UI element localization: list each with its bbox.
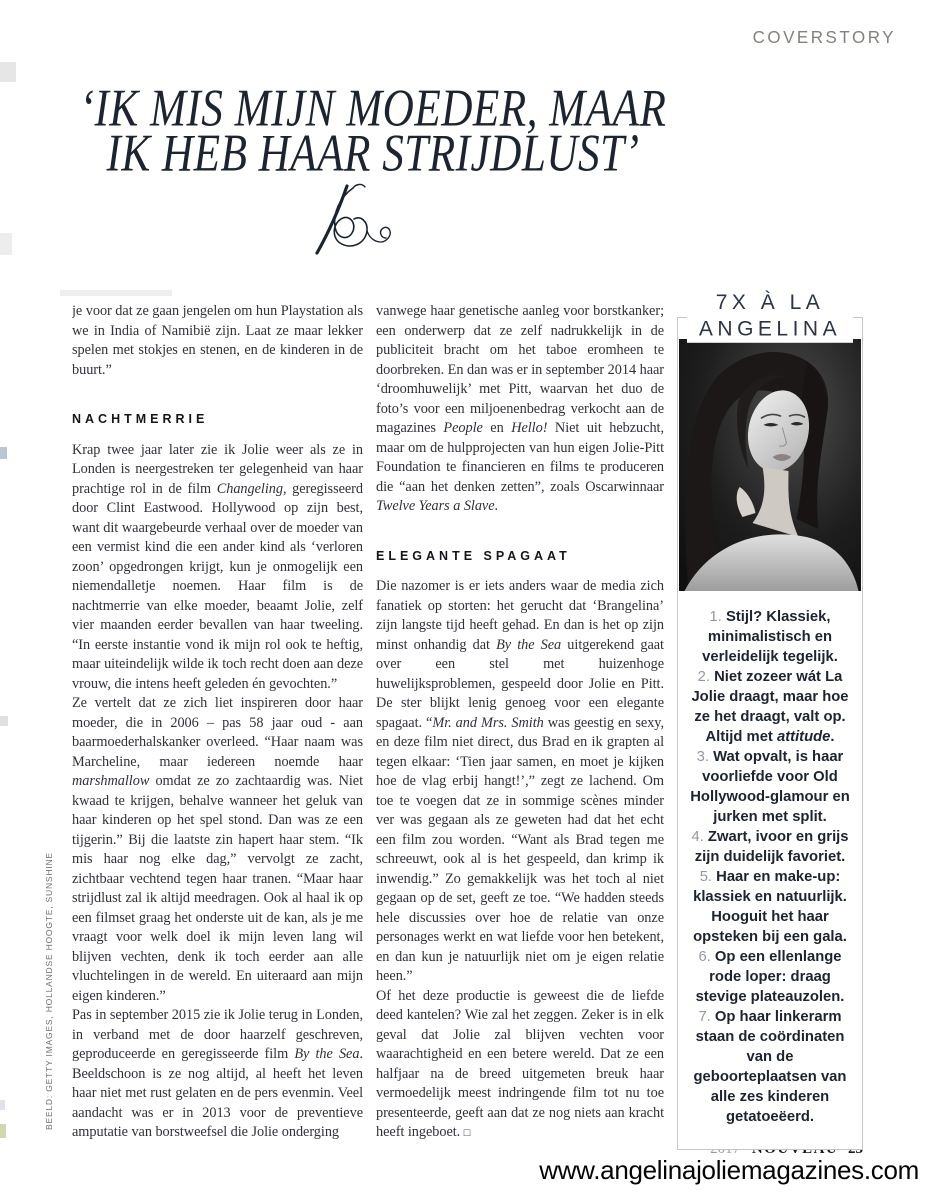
italic-text: By the Sea [496,636,562,653]
list-item-number: 1. [709,609,726,625]
scan-artifact [60,290,172,296]
sidebar-7x-a-la-angelina [677,290,863,1125]
text-run: uitgerekend gaat over een stel met huizenhoge huwelijksproblemen, gespeeld door Jolie en Pitt. De ster blijkt lenig genoeg voor een elegante spagaat. “ [376,636,664,731]
text-run: Pas in september 2015 zie ik Jolie terug in Londen, in verband met de door haarzelf geschreven, geproduceerde en geregisseerde film [72,1007,363,1062]
italic-text: attitude [776,729,831,745]
text-run: Of het deze productie is geweest die de liefde deed kantelen? Wie zal het zeggen. Zeker is in elk geval dat Jolie zal blijven vechten voor waarachtigheid en een betere wereld. Dat ze een halfjaar na de breed uitgemeten breuk haar vermoedelijk meest indringende film tot nu toe presenteerde, geeft aan dat ze nog niets aan kracht heeft ingeboet. [376,987,664,1140]
scan-artifact [0,716,8,726]
headline-line-1: ‘IK MIS MIJN MOEDER, MAAR [79,79,667,138]
text-run: . [830,729,835,745]
sidebar-frame [677,317,863,1150]
text-run: Die nazomer is er iets anders waar de media zich fanatiek op storten: het gerucht dat ‘Brangelina’ zijn langste tijd heeft gehad. En dan is het op zijn minst onhandig dat [376,578,664,653]
kicker-coverstory: COVERSTORY [752,27,896,48]
angelina-portrait-photo [679,339,861,591]
section-heading: ELEGANTE SPAGAAT [376,548,571,563]
sidebar-style-list [678,591,862,1149]
text-run: Stijl? Klassiek, minimalistisch en verleidelijk tegelijk. [702,609,838,665]
section-heading: NACHTMERRIE [72,412,209,426]
text-run: Krap twee jaar later zie ik Jolie weer als ze in Londen is neergestreken ter gelegenheid van haar prachtige rol in de film [72,441,363,497]
sidebar-list-item [684,947,856,1007]
text-run: je voor dat ze gaan jengelen om hun Playstation als we in India of Namibië zijn. Laat ze maar lekker spelen met stokjes en stenen, en de kinderen in de buurt.” [72,303,363,378]
text-run: Wat opvalt, is haar voorliefde voor Old Hollywood-glamour en jurken met split. [690,749,850,825]
italic-text: Mr. and Mrs. Smith [432,714,544,731]
italic-text: People [443,420,483,436]
italic-text: Hello! [511,420,548,436]
italic-text: marshmallow [72,773,150,789]
list-item-number: 5. [699,869,717,885]
scan-artifact [0,233,12,255]
sidebar-list-item [684,867,856,947]
article-column-left [72,300,363,1145]
sidebar-list-item [684,1007,856,1127]
text-run: Niet zozeer wát La Jolie draagt, maar hoe ze het draagt, valt op. Altijd met [691,669,849,745]
text-run: Haar en make-up: klassiek en natuurlijk. Hooguit het haar opsteken bij een gala. [693,869,847,945]
text-run: Op een ellenlange rode loper: draag stevige plateauzolen. [695,949,845,1005]
scan-artifact [0,62,16,82]
list-item-number: 7. [698,1009,715,1025]
end-of-article-mark: □ [463,1127,471,1139]
article-paragraph [376,302,664,517]
list-item-number: 4. [691,829,708,845]
article-paragraph [376,577,664,987]
list-item-number: 3. [696,749,714,765]
text-run: Ze vertelt dat ze zich liet inspireren door haar moeder, die in 2006 – pas 58 jaar oud - aan baarmoederhalskanker overleed. “Haar naam was Marcheline, maar iedereen noemde haar [72,695,363,770]
sidebar-list-item [684,667,856,747]
article-paragraph [72,694,363,1006]
text-run: . Beeldschoon is ze nog altijd, al heeft het leven haar niet met rust gelaten en de pers evenmin. Veel aandacht was er in 2013 voor de preventieve amputatie van borstweefsel die Jolie onderging [72,1046,363,1140]
text-run: Zwart, ivoor en grijs zijn duidelijk favoriet. [694,829,849,865]
scan-artifact [0,1100,5,1110]
text-run: was geestig en sexy, en deze film niet direct, dus Brad en ik grapten al tegen elkaar: ‘Tien jaar samen, en moet je kijken hoe de vlag erbij hangt!’,” zegt ze lachend. Om toe te voegen dat ze in sommige scènes minder ver was gegaan als ze geweten had dat het echt een film zou worden. “Want als Brad tegen me schreeuwt, ook al is het gespeeld, dan krimp ik inwendig.” Zo gemakkelijk was het toch al niet gegaan op de set, geeft ze toe. “We hadden steeds hele discussies over hoe de relatie van onze personages werkt en wat liefde voor hen betekent, en dan kun je natuurlijk niet om je eigen relatie heen.” [376,714,664,984]
list-item-number: 2. [697,669,715,685]
italic-text: Changeling [216,480,283,497]
sidebar-list-item [684,827,856,867]
sidebar-title-line-2: ANGELINA [698,317,842,341]
text-run: omdat ze zo zachtaardig was. Niet kwaad te krijgen, behalve wanneer het geluk van haar kinderen op het spel stond. Dan was ze een tijgerin.” Bij die laatste zin hapert haar stem. “Ik mis haar nog elke dag,” vervolgt ze zacht, zichtbaar vechtend tegen haar tranen. “Maar haar strijdlust zal ik altijd meedragen. Ook al haal ik op een filmset graag het onderste uit de kan, als je me vraagt voor welk doel ik mijn leven lang wil blijven vechten, denk ik toch eerder aan alle vluchtelingen in de wereld. En uiteraard aan mijn eigen kinderen.” [72,773,363,1004]
italic-text: By the Sea [294,1046,360,1062]
page-title [28,79,718,183]
article-paragraph [376,987,664,1144]
text-run: Niet uit hebzucht, maar om de hulpprojecten van hun eigen Jolie-Pitt Foundation te financieren en films te produceren die “aan het denken zetten”, zoals Oscarwinnaar [376,420,664,495]
sidebar-title-line-1: 7X À LA [715,290,825,314]
sidebar-list-item [684,607,856,667]
text-run: en [482,420,512,436]
photo-credit: BEELD: GETTY IMAGES, HOLLANDSE HOOGTE, SUNSHINE [44,852,54,1130]
article-paragraph [72,1006,363,1143]
italic-text: Twelve Years a Slave [376,498,495,514]
sidebar-list-item [684,747,856,827]
scan-artifact [0,1124,6,1138]
article-paragraph [72,302,363,380]
text-run: Op haar linkerarm staan de coördinaten van de geboorteplaatsen van alle zes kinderen getatoeëerd. [693,1009,847,1125]
list-item-number: 6. [698,949,715,965]
text-run: vanwege haar genetische aanleg voor borstkanker; een onderwerp dat ze zelf nadrukkelijk in de publiciteit bracht om het taboe eromheen te doorbreken. En dan was er in september 2014 haar ‘droomhuwelijk’ met Pitt, waarvan het duo de foto’s voor een miljoenenbedrag verkocht aan de magazines [376,303,664,436]
article-column-right [376,300,664,1145]
flourish-ornament-icon [295,180,415,256]
article-paragraph [72,441,363,695]
website-url: www.angelinajoliemagazines.com [539,1155,919,1185]
text-run: . [494,498,499,514]
sidebar-title [687,289,853,343]
headline-line-2: IK HEB HAAR STRIJDLUST’ [106,124,640,183]
text-run: , geregisseerd door Clint Eastwood. Hollywood op zijn best, want dit waargebeurde verhaal over de moeder van een vermist kind die een ander kind als ‘verloren zoon’ opgedrongen krijgt, kun je onmogelijk een niemendalletje noemen. Haar film is de nachtmerrie van elke moeder, beaamt Jolie, zelf vier maanden eerder bevallen van haar tweeling. “In eerste instantie vond ik mijn rol ook te heftig, maar uiteindelijk wilde ik toch recht doen aan deze vrouw, die intens heeft geleden én gevochten.” [72,480,363,692]
scan-artifact [0,447,7,459]
